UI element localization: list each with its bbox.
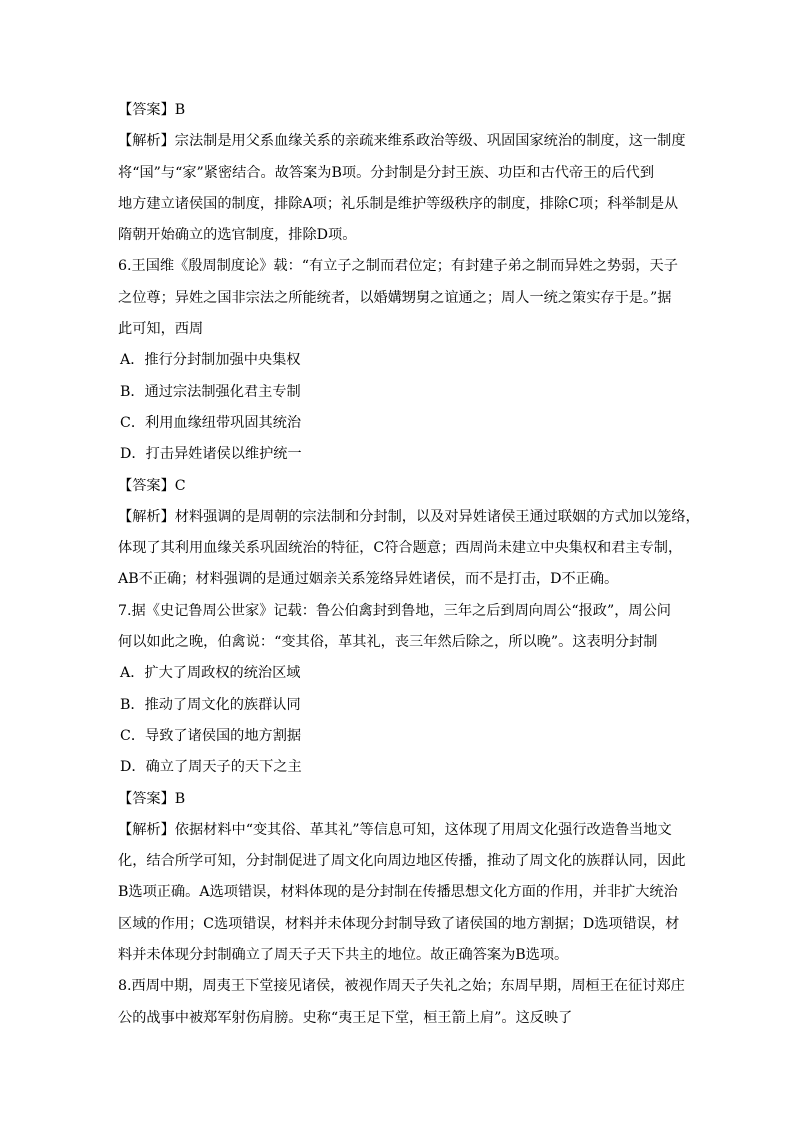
analysis-line: 地方建立诸侯国的制度，排除A项；礼乐制是维护等级秩序的制度，排除C项；科举制是从 bbox=[118, 195, 679, 212]
answer-5 bbox=[118, 100, 678, 131]
option-d: D．确立了周天子的天下之主 bbox=[120, 759, 302, 776]
answer-line: 【答案】B bbox=[118, 790, 186, 807]
option-b: B．通过宗法制强化君主专制 bbox=[120, 383, 301, 400]
analysis-line: AB不正确；材料强调的是通过姻亲关系笼络异姓诸侯，而不是打击，D不正确。 bbox=[118, 571, 619, 588]
question-stem-line: 7.据《史记鲁周公世家》记载：鲁公伯禽封到鲁地，三年之后到周向周公“报政”，周公问 bbox=[118, 602, 671, 619]
question-6 bbox=[118, 256, 678, 475]
analysis-line: B选项正确。A选项错误，材料体现的是分封制在传播思想文化方面的作用，并非扩大统治 bbox=[118, 884, 678, 901]
analysis-5 bbox=[118, 131, 686, 256]
question-stem-line: 公的战事中被郑军射伤肩膀。史称“夷王足下堂，桓王箭上肩”。这反映了 bbox=[118, 1009, 573, 1026]
answer-6 bbox=[118, 476, 678, 507]
question-7 bbox=[118, 601, 678, 789]
question-8 bbox=[118, 976, 685, 1039]
question-stem-line: 之位尊；异姓之国非宗法之所能统者，以婚媾甥舅之谊通之；周人一统之策实存于是。”据 bbox=[118, 289, 672, 306]
question-stem-line: 何以如此之晚，伯禽说：“变其俗，革其礼，丧三年然后除之，所以晚”。这表明分封制 bbox=[118, 634, 658, 651]
analysis-7 bbox=[118, 820, 686, 976]
option-d: D．打击异姓诸侯以维护统一 bbox=[120, 446, 302, 463]
question-stem-line: 此可知，西周 bbox=[118, 321, 204, 338]
document-page bbox=[118, 100, 700, 1039]
analysis-line: 体现了其利用血缘关系巩固统治的特征，C符合题意；西周尚未建立中央集权和君主专制， bbox=[118, 540, 683, 557]
analysis-6 bbox=[118, 507, 700, 601]
analysis-line: 料并未体现分封制确立了周天子天下共主的地位。故正确答案为B选项。 bbox=[118, 947, 569, 964]
analysis-line: 隋朝开始确立的选官制度，排除D项。 bbox=[118, 227, 357, 244]
question-stem-line: 6.王国维《殷周制度论》载：“有立子之制而君位定；有封建子弟之制而异姓之势弱，天子 bbox=[118, 258, 678, 275]
question-stem-line: 8.西周中期，周夷王下堂接见诸侯，被视作周天子失礼之始；东周早期，周桓王在征讨郑庄 bbox=[118, 978, 685, 995]
answer-line: 【答案】C bbox=[118, 477, 186, 494]
analysis-line: 【解析】材料强调的是周朝的宗法制和分封制，以及对异姓诸侯王通过联姻的方式加以笼络， bbox=[118, 508, 700, 525]
option-a: A．扩大了周政权的统治区域 bbox=[120, 665, 301, 682]
analysis-line: 将“国”与“家”紧密结合。故答案为B项。分封制是分封王族、功臣和古代帝王的后代到 bbox=[118, 164, 655, 181]
analysis-line: 化，结合所学可知，分封制促进了周文化向周边地区传播，推动了周文化的族群认同，因此 bbox=[118, 853, 686, 870]
option-a: A．推行分封制加强中央集权 bbox=[120, 352, 301, 369]
analysis-line: 【解析】依据材料中“变其俗、革其礼”等信息可知，这体现了用周文化强行改造鲁当地文 bbox=[118, 821, 672, 838]
option-c: C．导致了诸侯国的地方割据 bbox=[120, 727, 302, 744]
option-c: C．利用血缘纽带巩固其统治 bbox=[120, 414, 302, 431]
analysis-line: 【解析】宗法制是用父系血缘关系的亲疏来维系政治等级、巩固国家统治的制度，这一制度 bbox=[118, 133, 686, 150]
answer-line: 【答案】B bbox=[118, 102, 186, 118]
option-b: B．推动了周文化的族群认同 bbox=[120, 696, 301, 713]
analysis-line: 区域的作用；C选项错误，材料并未体现分封制导致了诸侯国的地方割据；D选项错误，材 bbox=[118, 915, 680, 932]
answer-7 bbox=[118, 789, 678, 820]
